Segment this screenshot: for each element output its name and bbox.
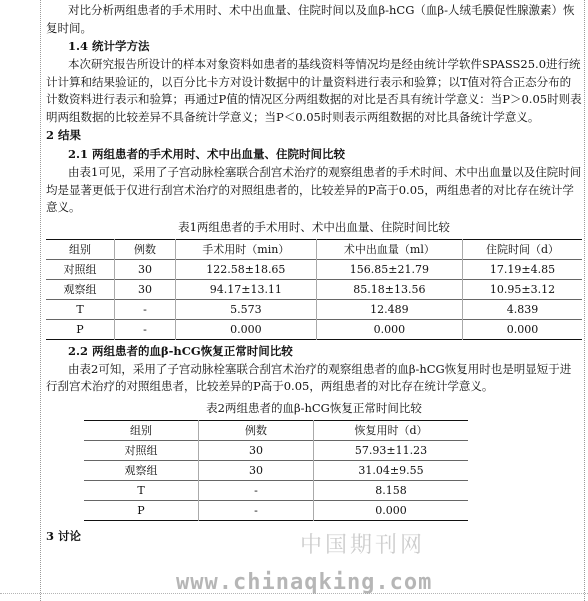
table-cell: 30 xyxy=(199,460,314,480)
table-cell: 4.839 xyxy=(463,299,582,319)
table-cell: 观察组 xyxy=(84,460,199,480)
table2-header-cell: 例数 xyxy=(199,420,314,440)
table-cell: 12.489 xyxy=(316,299,462,319)
table2-header-cell: 组别 xyxy=(130,424,152,437)
table-row xyxy=(84,500,468,520)
table1-header-cell: 手术用时（min） xyxy=(176,239,317,259)
table-cell: - xyxy=(199,500,314,520)
table1-header-cell: 术中出血量（ml） xyxy=(316,239,462,259)
stats-heading: 1.4 统计学方法 xyxy=(68,39,150,53)
table2 xyxy=(84,420,468,521)
left-margin-guide xyxy=(40,0,41,601)
table-row xyxy=(46,299,582,319)
results-sub2-paragraph: 由表2可知，采用了子宫动脉栓塞联合刮宫术治疗的观察组患者的血β-hCG恢复用时也是明显短于进行刮宫术治疗的对照组患者，比较差异的P高于0.05，两组患者的对比存在统计学意义。 xyxy=(46,361,572,393)
table-cell: 0.000 xyxy=(463,319,582,339)
table-cell: T xyxy=(84,480,199,500)
table-cell: 0.000 xyxy=(316,319,462,339)
table-cell: 10.95±3.12 xyxy=(463,279,582,299)
intro-paragraph: 对比分析两组患者的手术用时、术中出血量、住院时间以及血β-hCG（血β-人绒毛膜促性腺激素）恢复时间。 xyxy=(46,3,575,35)
table-cell: 85.18±13.56 xyxy=(316,279,462,299)
table-cell: 0.000 xyxy=(314,500,469,520)
table1-header-row xyxy=(46,239,582,259)
table1-caption: 表1两组患者的手术用时、术中出血量、住院时间比较 xyxy=(178,219,450,234)
table-cell: T xyxy=(46,299,115,319)
table-row xyxy=(46,279,582,299)
right-margin-guide xyxy=(584,0,585,601)
table-row xyxy=(46,319,582,339)
table2-header-cell: 恢复用时（d） xyxy=(314,420,469,440)
results-heading: 2 结果 xyxy=(46,128,82,142)
table-cell: 94.17±13.11 xyxy=(176,279,317,299)
table-cell: - xyxy=(199,480,314,500)
stats-paragraph: 本次研究报告所设计的样本对象资料如患者的基线资料等情况均是经由统计学软件SPASS25.0进行统计计算和结果验证的，以百分比卡方对设计数据中的计量资料进行表示和验算；以T值对符合正态分布的计数资料进行表示和验算；再通过P值的情况区分两组数据的对比是否具有统计学意义：当P＞0.05时则表明两组数据的比较差异不具备统计学意义；当P＜0.05时则表示两组数据的对比具备统计学意义。 xyxy=(46,57,582,124)
table-cell: 观察组 xyxy=(46,279,115,299)
table-cell: 8.158 xyxy=(314,480,469,500)
results-sub2-heading: 2.2 两组患者的血β-hCG恢复正常时间比较 xyxy=(68,343,293,358)
table-cell: 156.85±21.79 xyxy=(316,259,462,279)
table1-header-cell: 例数 xyxy=(115,239,176,259)
table-row xyxy=(84,460,468,480)
table-cell: 57.93±11.23 xyxy=(314,440,469,460)
table-cell: 30 xyxy=(115,259,176,279)
table-cell: 0.000 xyxy=(176,319,317,339)
table-cell: P xyxy=(46,319,115,339)
table-cell: 对照组 xyxy=(46,259,115,279)
table-cell: P xyxy=(84,500,199,520)
table-cell: 对照组 xyxy=(84,440,199,460)
bottom-margin-guide xyxy=(0,593,588,594)
table-cell: 5.573 xyxy=(176,299,317,319)
table1-header-cell: 住院时间（d） xyxy=(463,239,582,259)
table2-caption: 表2两组患者的血β-hCG恢复正常时间比较 xyxy=(206,400,422,415)
watermark-chinese: 中国期刊网 xyxy=(300,533,426,558)
results-sub1-paragraph: 由表1可见，采用了子宫动脉栓塞联合刮宫术治疗的观察组患者的手术时间、术中出血量以及住院时间均是显著更低于仅进行刮宫术治疗的对照组患者的，比较差异的P高于0.05，两组患者的对比存在统计学意义。 xyxy=(46,165,582,214)
table2-header-row xyxy=(84,420,468,440)
table-cell: 17.19±4.85 xyxy=(463,259,582,279)
table-cell: 122.58±18.65 xyxy=(176,259,317,279)
table-cell: 30 xyxy=(115,279,176,299)
watermark-url: www.chinaqking.com xyxy=(176,570,433,595)
table1-header-cell: 组别 xyxy=(69,243,91,256)
table-cell: 31.04±9.55 xyxy=(314,460,469,480)
table-row xyxy=(84,480,468,500)
table-row xyxy=(84,440,468,460)
table-row xyxy=(46,259,582,279)
table-cell: - xyxy=(115,299,176,319)
table-cell: - xyxy=(115,319,176,339)
document-page xyxy=(46,2,582,546)
table-cell: 30 xyxy=(199,440,314,460)
results-sub1-heading: 2.1 两组患者的手术用时、术中出血量、住院时间比较 xyxy=(68,147,346,161)
discussion-heading: 3 讨论 xyxy=(46,528,82,543)
table1 xyxy=(46,239,582,340)
